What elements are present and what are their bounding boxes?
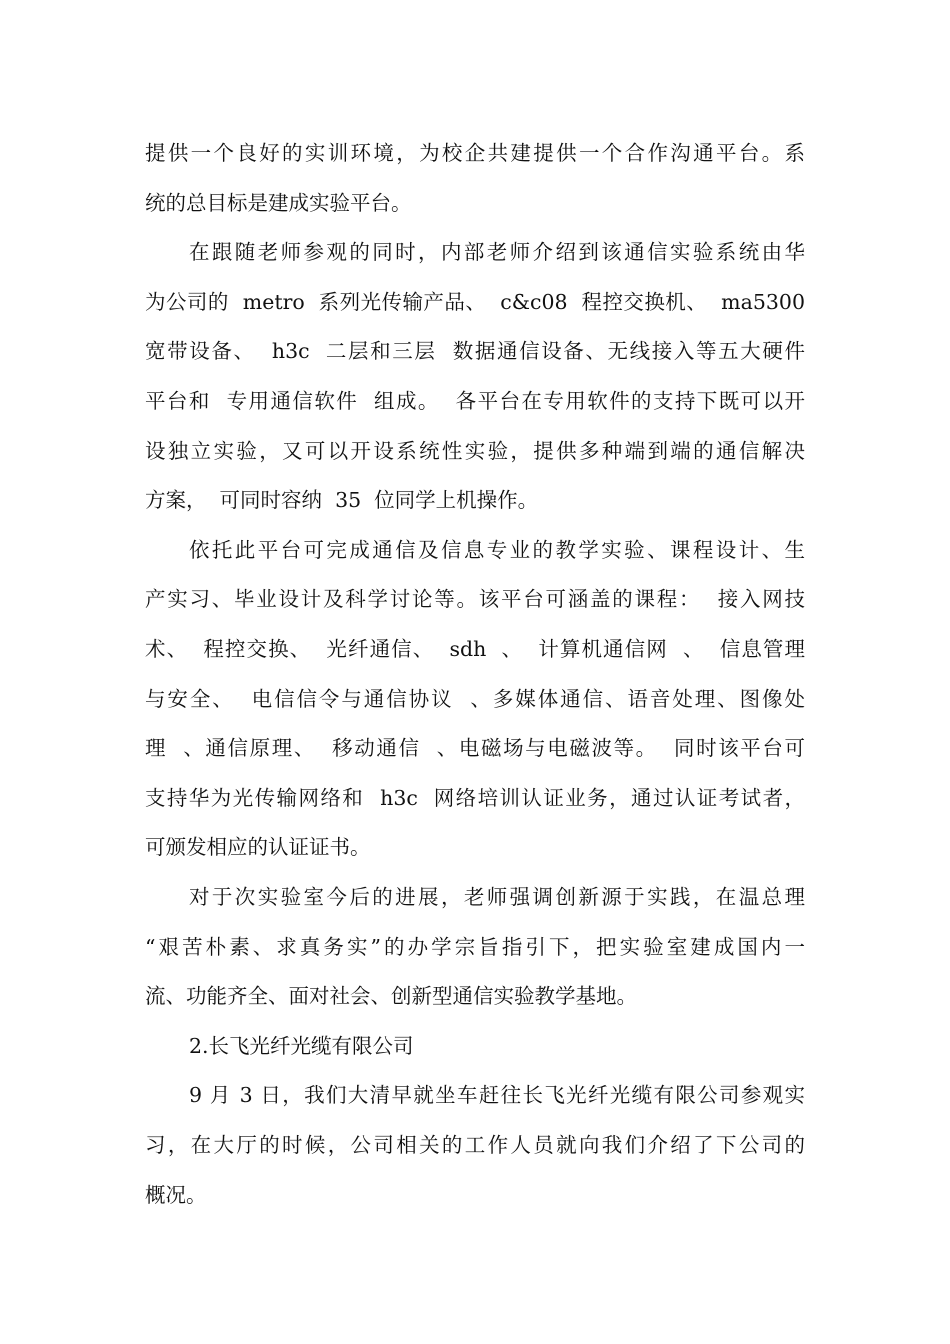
text-line: 流、功能齐全、面对社会、创新型通信实验教学基地。 <box>145 984 637 1009</box>
text-line: 方案， 可同时容纳 35 位同学上机操作。 <box>145 488 539 513</box>
text-line: 2.长飞光纤光缆有限公司 <box>189 1033 414 1058</box>
text-line: 宽带设备、 h3c 二层和三层 数据通信设备、无线接入等五大硬件 <box>145 339 805 364</box>
text-line: 习，在大厅的时候，公司相关的工作人员就向我们介绍了下公司的 <box>145 1133 805 1157</box>
text-line: 支持华为光传输网络和 h3c 网络培训认证业务，通过认证考试者， <box>145 785 805 810</box>
text-line: 平台和 专用通信软件 组成。 各平台在专用软件的支持下既可以开 <box>145 389 805 413</box>
text-line: 可颁发相应的认证证书。 <box>145 835 371 860</box>
text-line: “艰苦朴素、求真务实”的办学宗旨指引下，把实验室建成国内一 <box>145 934 805 959</box>
text-line: 为公司的 metro 系列光传输产品、 c&c08 程控交换机、 ma5300 <box>145 289 805 314</box>
text-line: 设独立实验，又可以开设系统性实验，提供多种端到端的通信解决 <box>145 438 805 463</box>
text-line: 在跟随老师参观的同时，内部老师介绍到该通信实验系统由华 <box>189 240 805 265</box>
text-line: 9 月 3 日，我们大清早就坐车赶往长飞光纤光缆有限公司参观实 <box>189 1083 805 1108</box>
text-line: 术、 程控交换、 光纤通信、 sdh 、 计算机通信网 、 信息管理 <box>145 637 805 661</box>
text-line: 对于次实验室今后的进展，老师强调创新源于实践，在温总理 <box>189 885 805 909</box>
text-line: 产实习、毕业设计及科学讨论等。该平台可涵盖的课程： 接入网技 <box>145 587 805 612</box>
text-line: 统的总目标是建成实验平台。 <box>145 190 412 215</box>
text-line: 理 、通信原理、 移动通信 、电磁场与电磁波等。 同时该平台可 <box>145 736 805 761</box>
text-line: 依托此平台可完成通信及信息专业的教学实验、课程设计、生 <box>189 537 805 562</box>
text-line: 提供一个良好的实训环境，为校企共建提供一个合作沟通平台。系 <box>145 141 805 165</box>
text-line: 与安全、 电信信令与通信协议 、多媒体通信、语音处理、图像处 <box>145 686 805 711</box>
text-line: 概况。 <box>145 1182 207 1207</box>
